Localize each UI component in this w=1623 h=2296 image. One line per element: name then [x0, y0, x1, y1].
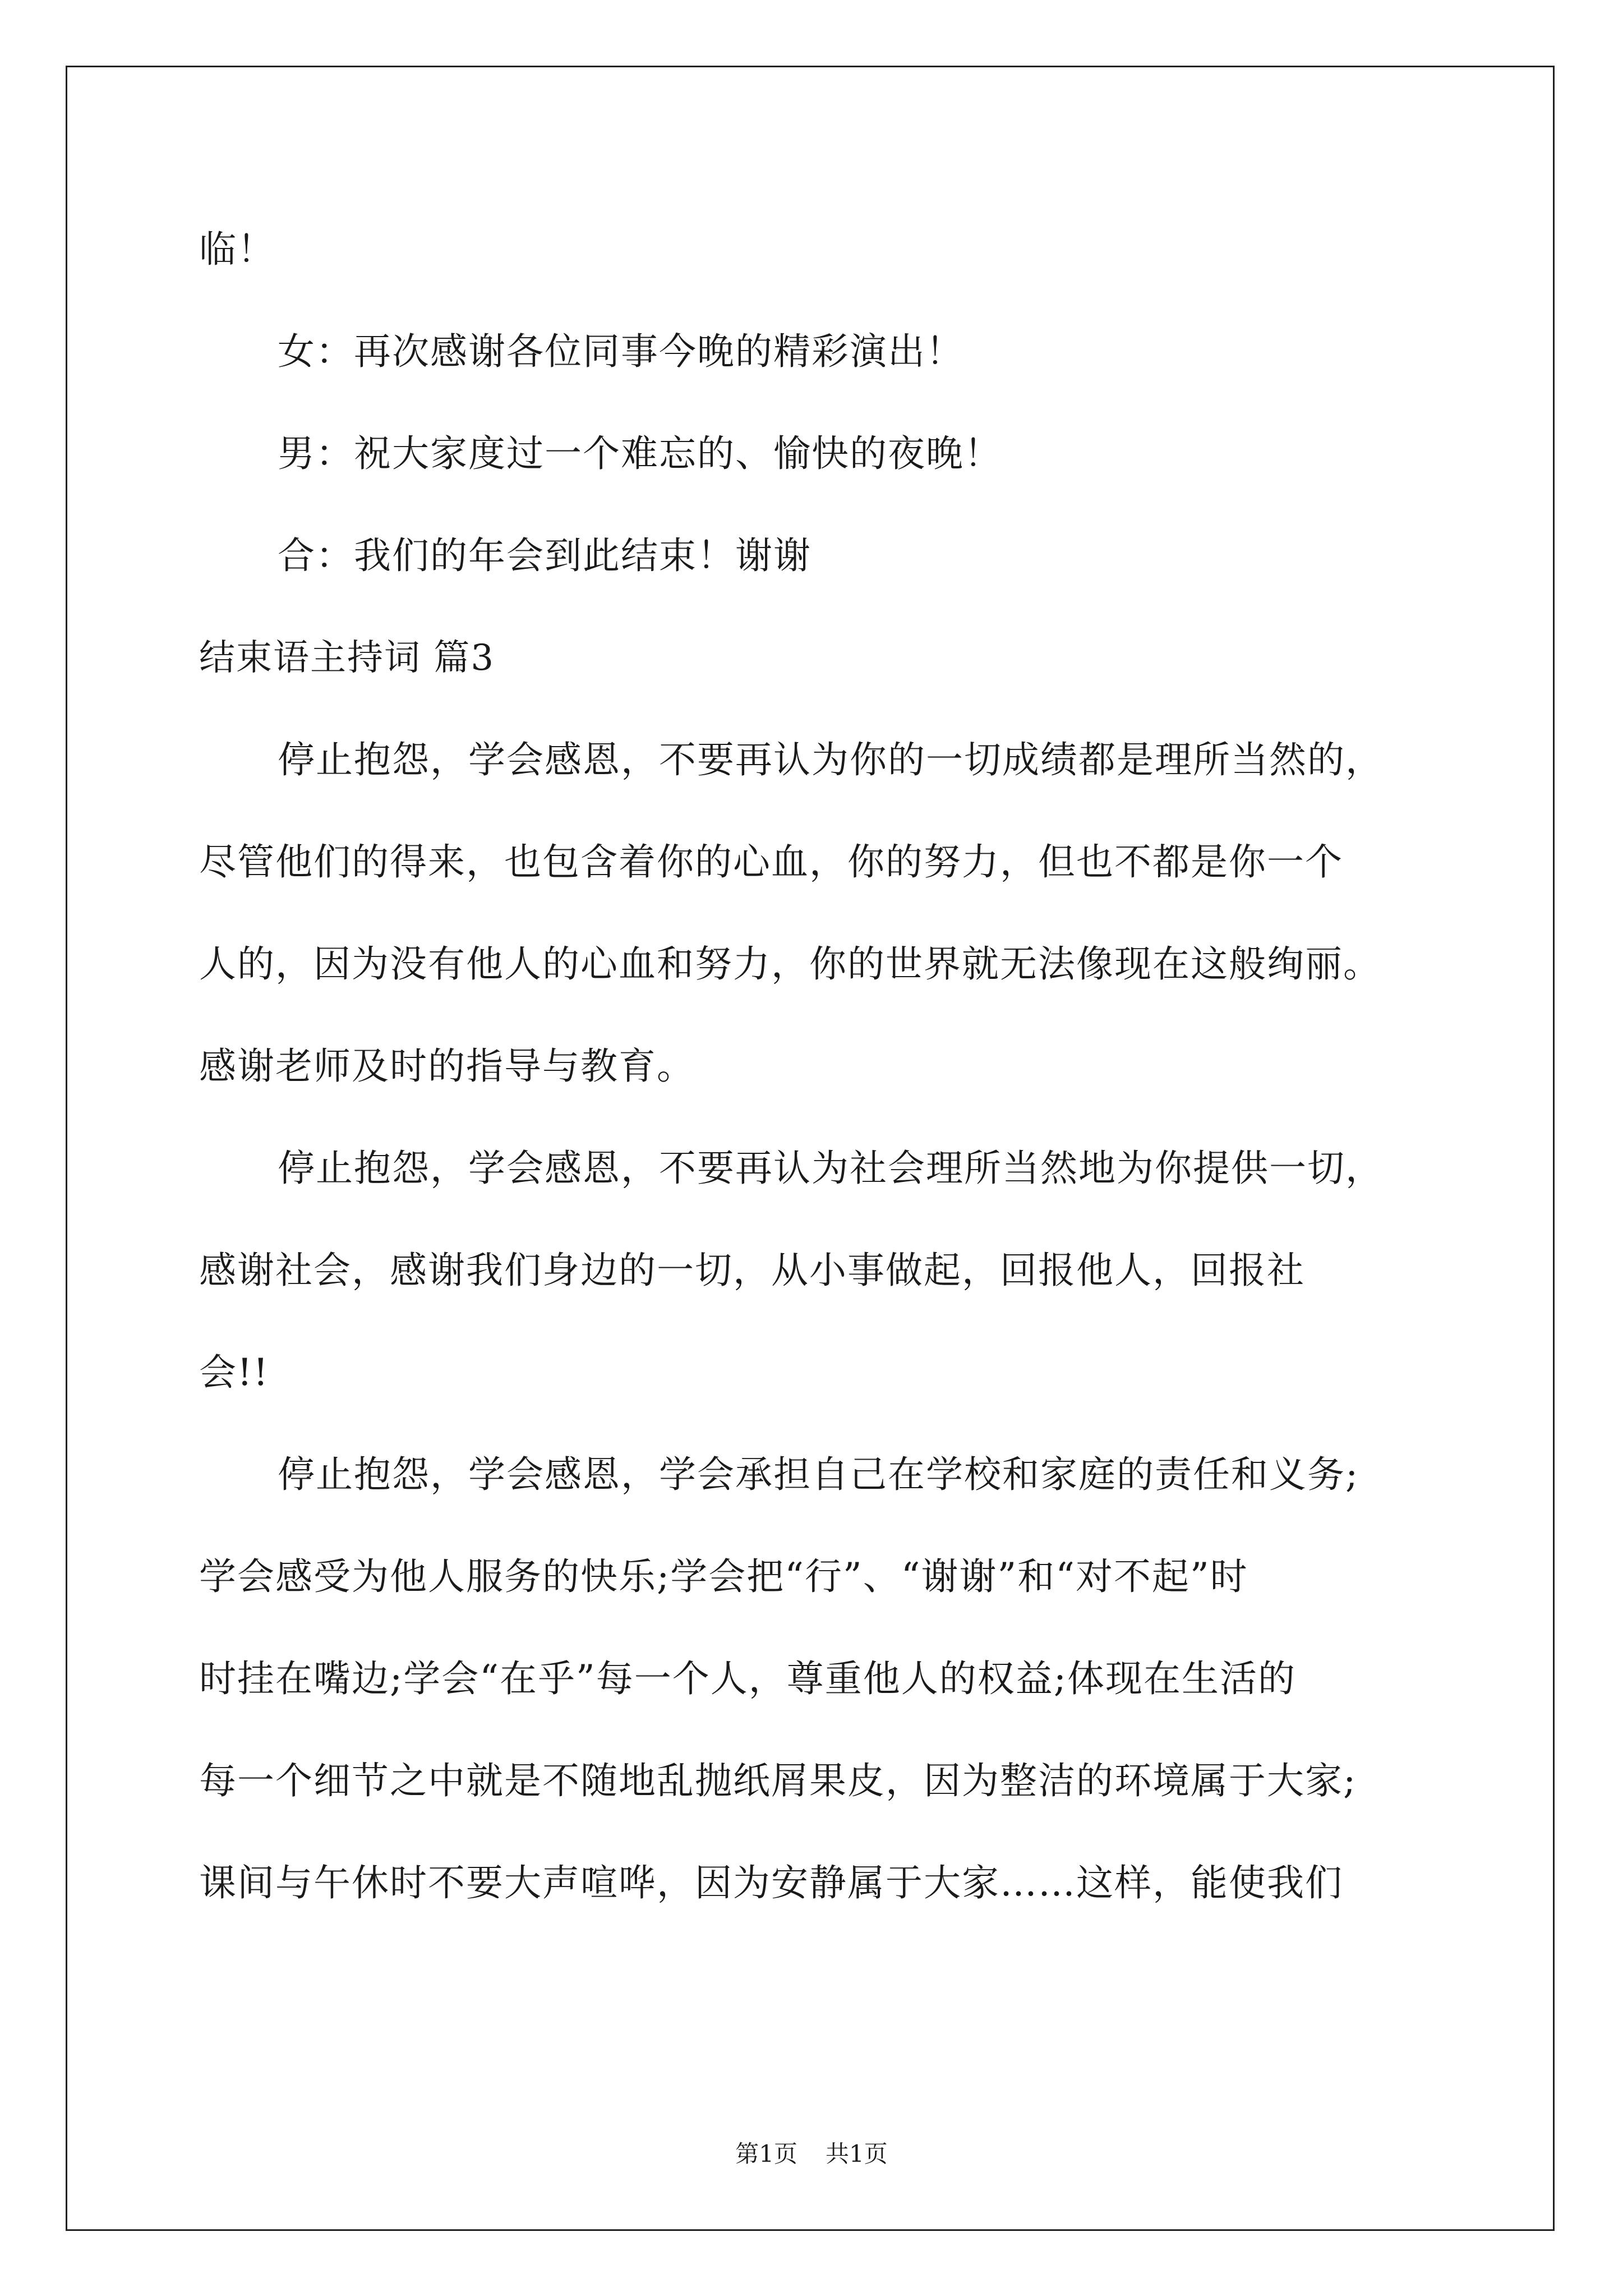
page-footer — [0, 2140, 1623, 2168]
page-total: 共1页 — [826, 2140, 888, 2168]
page-number: 第1页 — [735, 2140, 797, 2168]
section-heading: 结束语主持词 篇3 — [199, 637, 495, 679]
text-line: 尽管他们的得来，也包含着你的心血，你的努力，但也不都是你一个 — [199, 840, 1343, 884]
text-line: 停止抱怨，学会感恩，学会承担自己在学校和家庭的责任和义务; — [278, 1453, 1359, 1496]
text-line: 感谢老师及时的指导与教育。 — [199, 1045, 695, 1088]
text-line: 停止抱怨，学会感恩，不要再认为社会理所当然地为你提供一切， — [278, 1147, 1384, 1190]
text-line: 人的，因为没有他人的心血和努力，你的世界就无法像现在这般绚丽。 — [199, 942, 1381, 986]
text-line: 学会感受为他人服务的快乐;学会把“行”、“谢谢”和“对不起”时 — [199, 1555, 1248, 1598]
text-line: 临！ — [199, 228, 275, 271]
text-line: 女：再次感谢各位同事今晚的精彩演出！ — [278, 330, 964, 373]
text-line: 停止抱怨，学会感恩，不要再认为你的一切成绩都是理所当然的， — [278, 738, 1384, 781]
text-line: 课间与午休时不要大声喧哗，因为安静属于大家……这样，能使我们 — [199, 1861, 1343, 1904]
text-line: 感谢社会，感谢我们身边的一切，从小事做起，回报他人，回报社 — [199, 1249, 1305, 1292]
text-line: 男：祝大家度过一个难忘的、愉快的夜晚！ — [278, 432, 1002, 475]
text-line: 每一个细节之中就是不随地乱抛纸屑果皮，因为整洁的环境属于大家; — [199, 1759, 1357, 1802]
text-line: 时挂在嘴边;学会“在乎”每一个人，尊重他人的权益;体现在生活的 — [199, 1657, 1296, 1700]
text-line: 合：我们的年会到此结束！谢谢 — [278, 534, 811, 577]
text-line: 会!! — [199, 1351, 270, 1394]
